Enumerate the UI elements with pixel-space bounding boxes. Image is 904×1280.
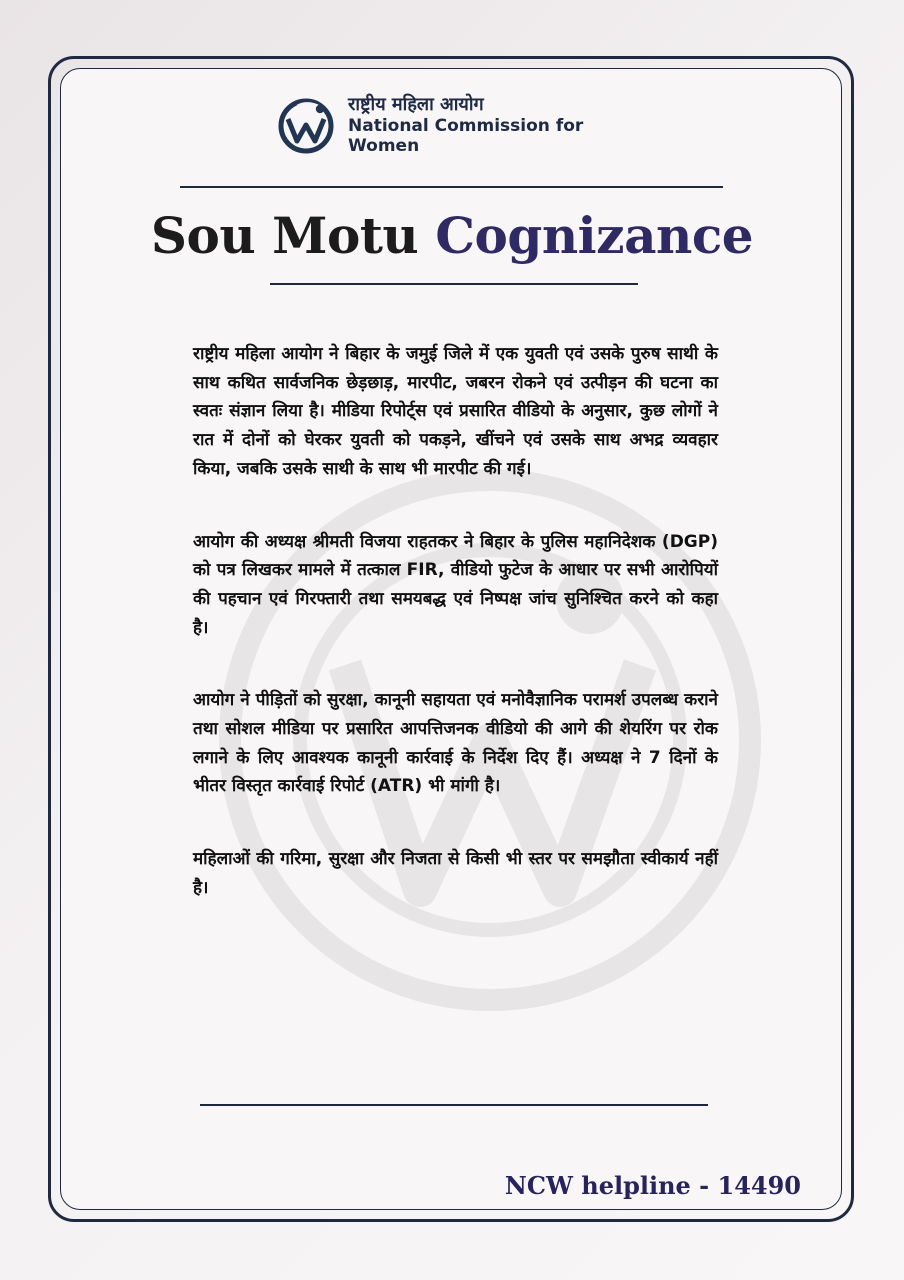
- document-title: [0, 201, 904, 271]
- title-divider: [270, 283, 638, 285]
- organization-name-english: National Commission for Women: [348, 115, 584, 156]
- organization-name-hindi: राष्ट्रीय महिला आयोग: [348, 94, 484, 116]
- header-divider: [180, 186, 723, 188]
- title-part-1: Sou Motu: [150, 206, 419, 265]
- ncw-logo-icon: [276, 95, 336, 155]
- title-part-2: Cognizance: [435, 206, 754, 265]
- paragraph-1: राष्ट्रीय महिला आयोग ने बिहार के जमुई जिले में एक युवती एवं उसके पुरुष साथी के साथ कथित सार्वजनिक छेड़छाड़, मारपीट, जबरन रोकने एवं उत्पीड़न की घटना का स्वतः संज्ञान लिया है। मीडिया रिपोर्ट्स एवं प्रसारित वीडियो के अनुसार, कुछ लोगों ने रात में दोनों को घेरकर युवती को पकड़ने, खींचने एवं उसके साथ अभद्र व्यवहार किया, जबकि उसके साथी के साथ भी मारपीट की गई।: [193, 344, 718, 479]
- paragraph-4: महिलाओं की गरिमा, सुरक्षा और निजता से किसी भी स्तर पर समझौता स्वीकार्य नहीं है।: [193, 849, 718, 898]
- footer-divider: [200, 1104, 708, 1106]
- organization-header: [276, 90, 636, 160]
- organization-name: [348, 94, 636, 155]
- paragraph-3: आयोग ने पीड़ितों को सुरक्षा, कानूनी सहायता एवं मनोवैज्ञानिक परामर्श उपलब्ध कराने तथा सोशल मीडिया पर प्रसारित आपत्तिजनक वीडियो की आगे की शेयरिंग पर रोक लगाने के लिए आवश्यक कानूनी कार्रवाई के निर्देश दिए हैं। अध्यक्ष ने 7 दिनों के भीतर विस्तृत कार्रवाई रिपोर्ट (ATR) भी मांगी है।: [193, 690, 718, 797]
- helpline-text: NCW helpline - 14490: [504, 1171, 801, 1200]
- document-body: [193, 340, 718, 903]
- paragraph-2: आयोग की अध्यक्ष श्रीमती विजया राहतकर ने बिहार के पुलिस महानिदेशक (DGP) को पत्र लिखकर मामले में तत्काल FIR, वीडियो फुटेज के आधार पर सभी आरोपियों की पहचान एवं गिरफ्तारी तथा समयबद्ध एवं निष्पक्ष जांच सुनिश्चित करने को कहा है।: [193, 531, 718, 638]
